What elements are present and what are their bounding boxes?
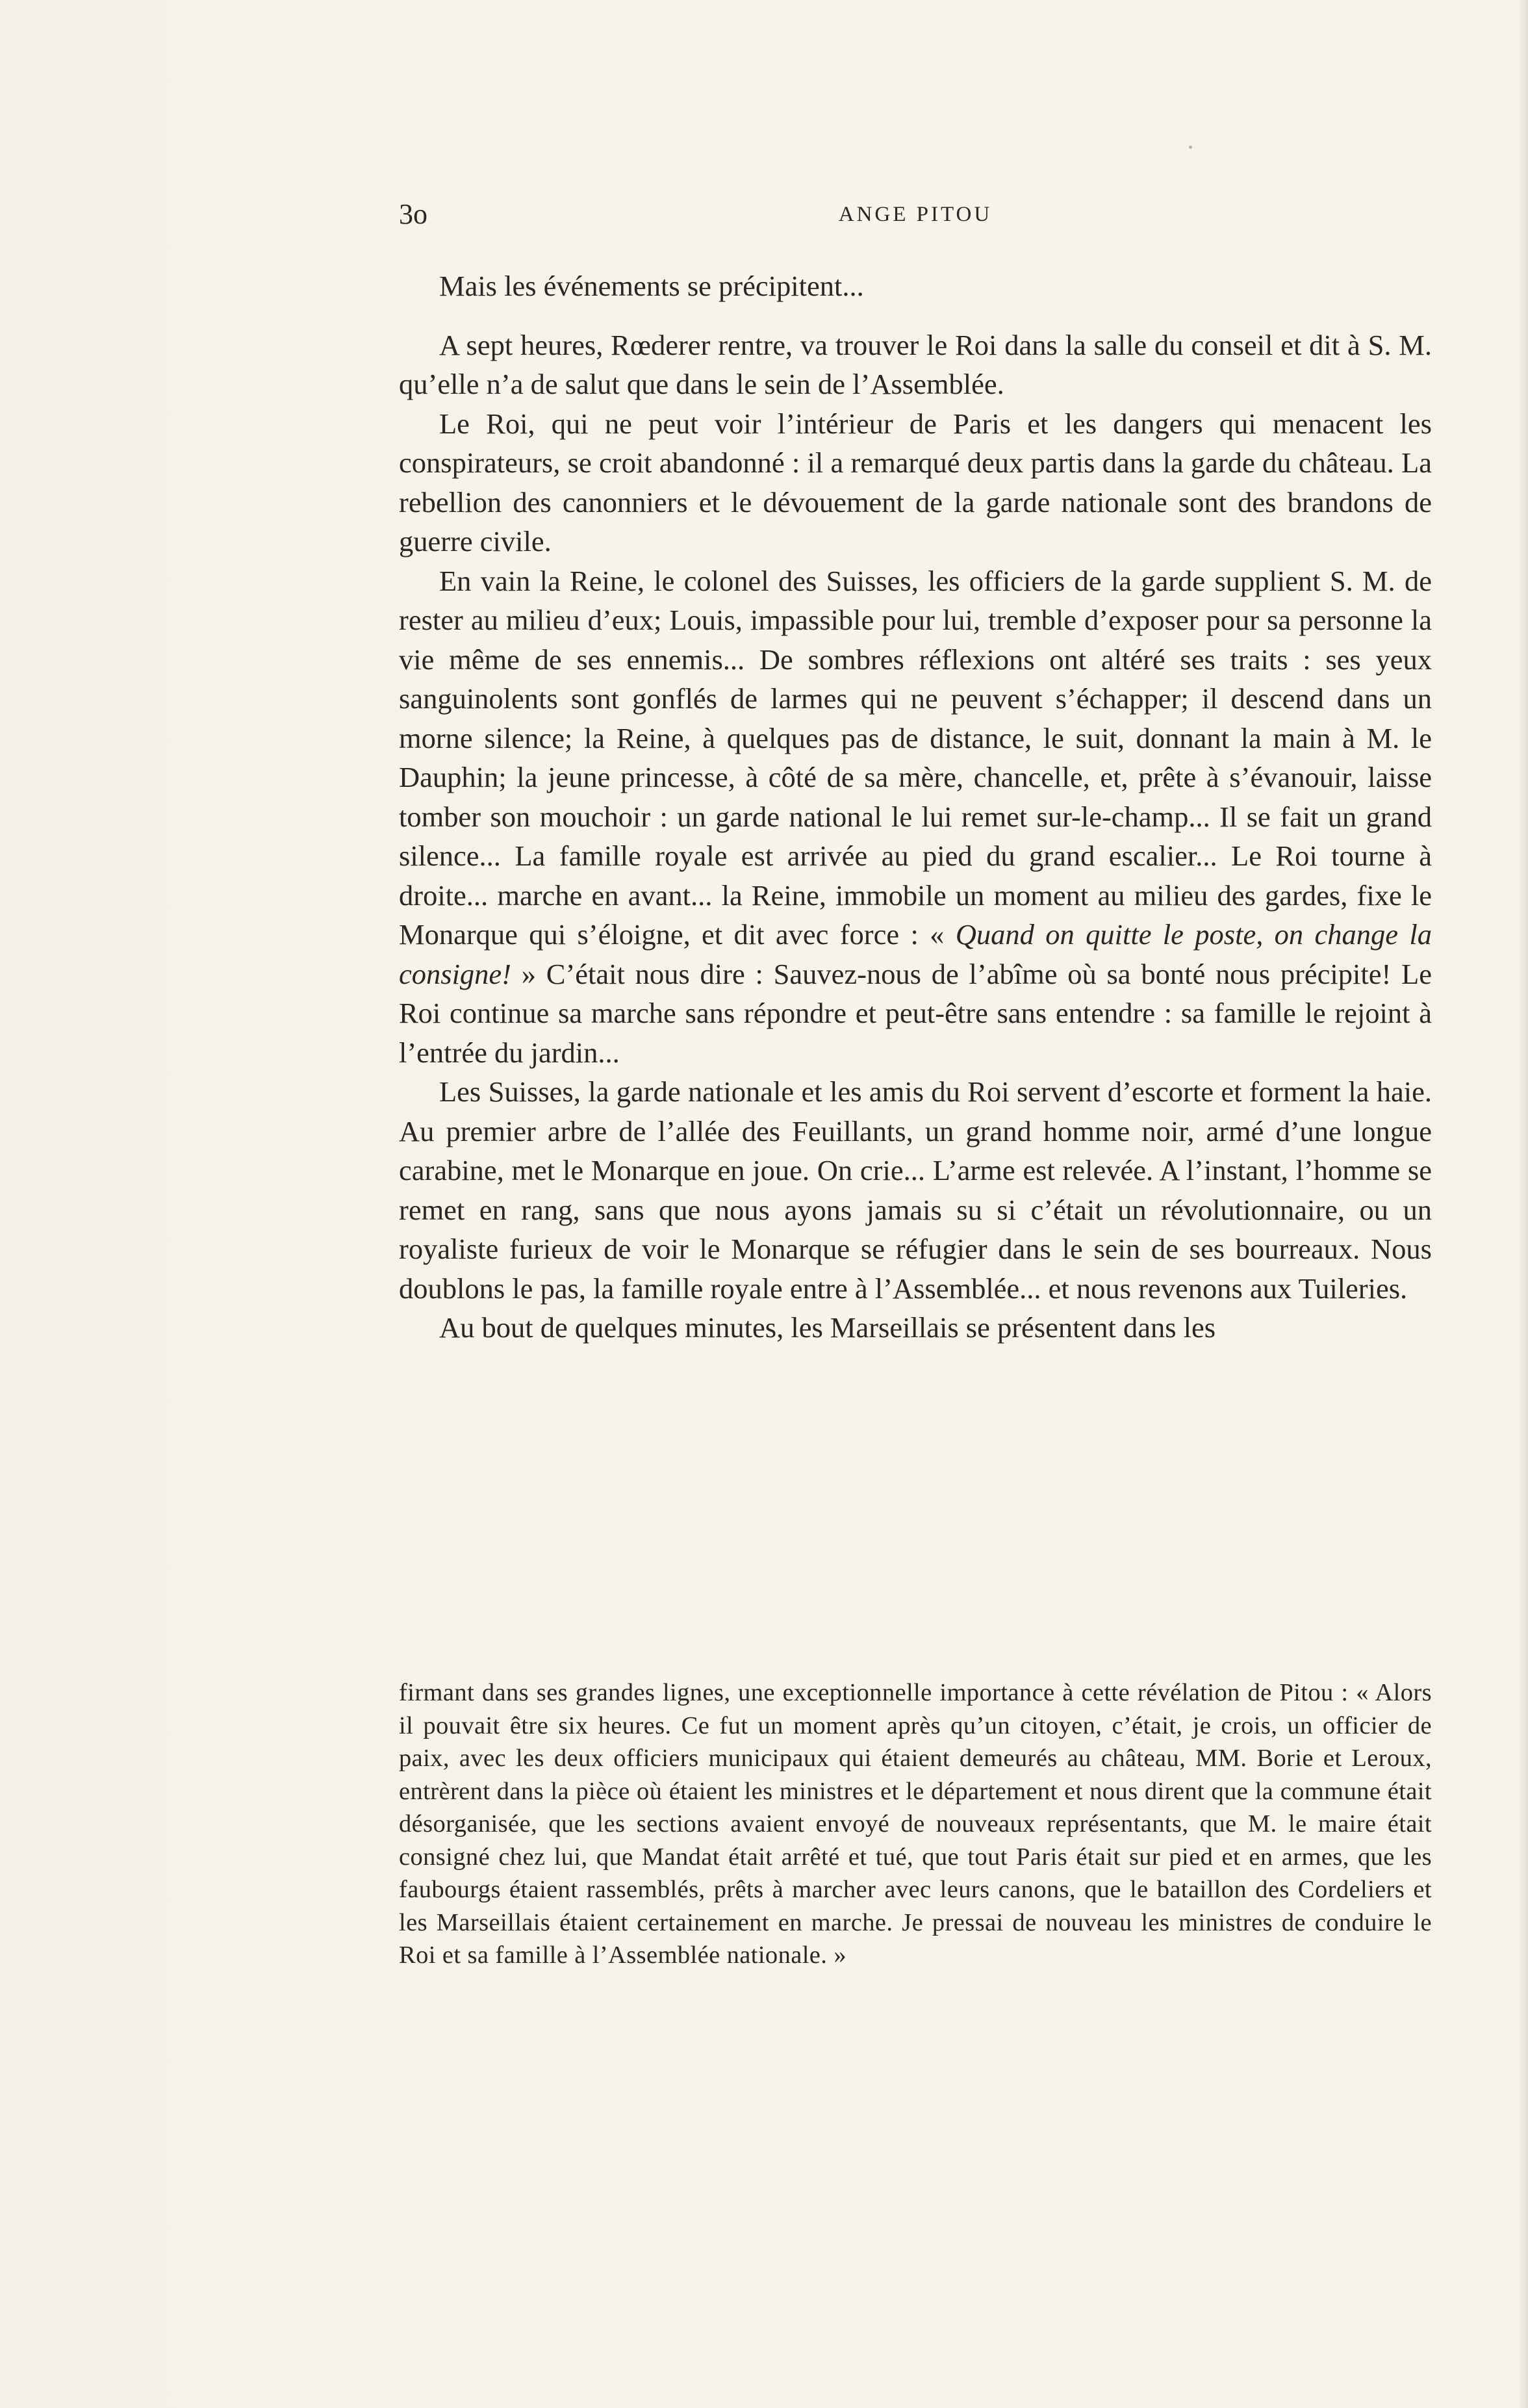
- paragraph-3: Le Roi, qui ne peut voir l’intérieur de Paris et les dangers qui menacent les conspirateurs, se croit abandonné : il a remarqué deux partis dans la garde du château. La rebellion des canonniers et le dévouement de la garde nationale sont des brandons de guerre civile.: [399, 407, 1432, 557]
- main-text: [399, 266, 1432, 1348]
- paragraph-2: A sept heures, Rœderer rentre, va trouver le Roi dans la salle du conseil et dit à S. M. qu’elle n’a de salut que dans le sein de l’Assemblée.: [399, 328, 1432, 400]
- paragraph-4-text-before-quote: En vain la Reine, le colonel des Suisses, les officiers de la garde supplient S. M. de rester au milieu d’eux; Louis, impassible pour lui, tremble d’exposer pour sa personne la vie même de ses ennemis... De sombres réflexions ont altéré ses traits : ses yeux sanguinolents sont gonflés de larmes qui ne peuvent s’échapper; il descend dans un morne silence; la Reine, à quelques pas de distance, le suit, donnant la main à M. le Dauphin; la jeune princesse, à côté de sa mère, chancelle, et, prête à s’évanouir, laisse tomber son mouchoir : un garde national le lui remet sur-le-champ... Il se fait un grand silence... La famille royale est arrivée au pied du grand escalier... Le Roi tourne à droite... marche en avant... la Reine, immobile un moment au milieu des gardes, fixe le Monarque qui s’éloigne, et dit avec force : «: [399, 564, 1432, 951]
- queen-quote: Quand on quitte le poste, on change la consigne!: [399, 918, 1432, 990]
- page-edge-shadow: [1519, 0, 1528, 2408]
- paragraph-1: Mais les événements se précipitent...: [439, 270, 864, 302]
- paragraph-4: [399, 561, 1432, 1073]
- paragraph-4-text-after-quote: » C’était nous dire : Sauvez-nous de l’abîme où sa bonté nous précipite! Le Roi continue sa marche sans répondre et peut-être sans entendre : sa famille le rejoint à l’entrée du jardin...: [399, 957, 1432, 1069]
- footnote-text: firmant dans ses grandes lignes, une exceptionnelle importance à cette révélation de Pitou : « Alors il pouvait être six heures. Ce fut un moment après qu’un citoyen, c’était, je crois, un officier de paix, avec les deux officiers municipaux qui étaient demeurés au château, MM. Borie et Leroux, entrèrent dans la pièce où étaient les ministres et le département et nous dirent que la commune était désorganisée, que les sections avaient envoyé de nouveaux représentants, que M. le maire était consigné chez lui, que Mandat était arrêté et tué, que tout Paris était sur pied et en armes, que les faubourgs étaient rassemblés, prêts à marcher avec leurs canons, que le bataillon des Cordeliers et les Marseillais étaient certainement en marche. Je pressai de nouveau les ministres de conduire le Roi et sa famille à l’Assemblée nationale. »: [399, 1679, 1432, 1969]
- page-number: 3o: [399, 198, 427, 230]
- running-title: ANGE PITOU: [838, 203, 993, 226]
- footnote: [399, 1676, 1432, 1972]
- paragraph-5: Les Suisses, la garde nationale et les amis du Roi servent d’escorte et forment la haie. Au premier arbre de l’allée des Feuillants, un grand homme noir, armé d’une longue carabine, met le Monarque en joue. On crie... L’arme est relevée. A l’instant, l’homme se remet en rang, sans que nous ayons jamais su si c’était un révolutionnaire, ou un royaliste furieux de voir le Monarque se réfugier dans le sein de ses bourreaux. Nous doublons le pas, la famille royale entre à l’Assemblée... et nous revenons aux Tuileries.: [399, 1075, 1432, 1305]
- page-header: [399, 195, 1432, 234]
- paper-speck: [1189, 146, 1192, 149]
- paragraph-6: Au bout de quelques minutes, les Marseillais se présentent dans les: [439, 1311, 1216, 1344]
